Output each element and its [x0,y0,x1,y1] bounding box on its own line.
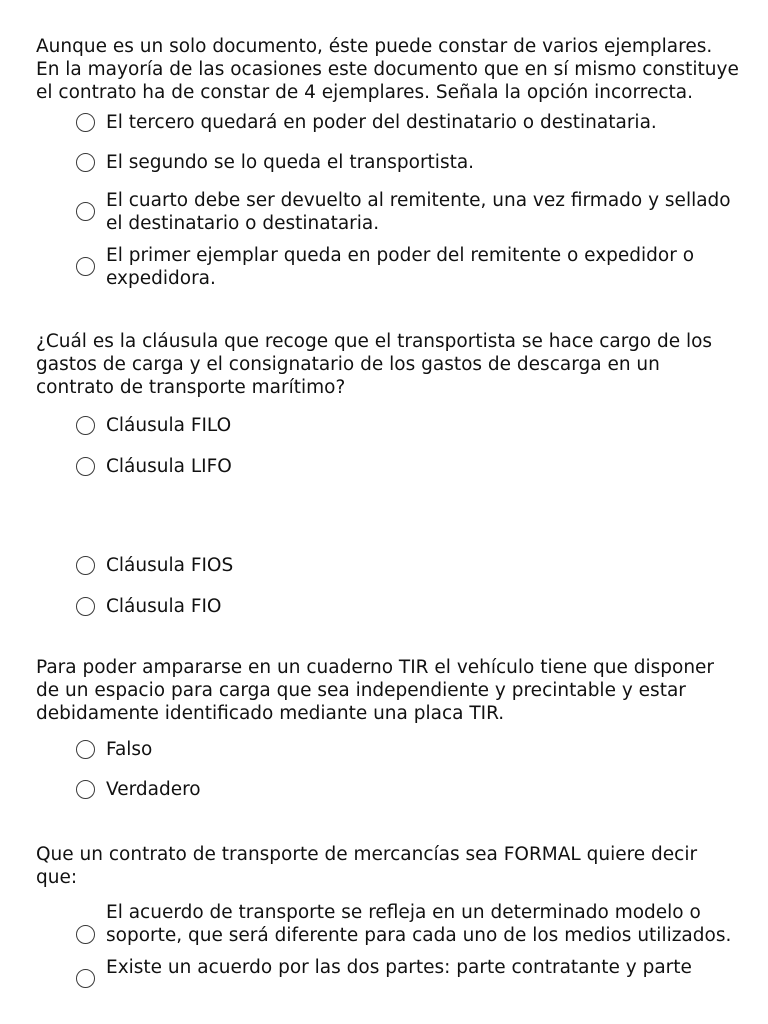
option-3[interactable] [36,189,740,235]
options-list [36,111,740,290]
radio-button[interactable] [76,969,95,988]
radio-button[interactable] [76,780,95,799]
option-1[interactable] [36,111,740,134]
option-4[interactable] [36,595,740,618]
question-text: ¿Cuál es la cláusula que recoge que el transportista se hace cargo de los gastos de carga y el consignatario de los gastos de descarga en un contrato de transporte marítimo? [36,331,713,398]
option-3[interactable] [36,554,740,577]
question-text: Para poder ampararse en un cuaderno TIR el vehículo tiene que disponer de un espacio para carga que sea independiente y precintable y estar debidamente identificado mediante una placa TIR. [36,657,715,724]
radio-button[interactable] [76,153,95,172]
question-text: Aunque es un solo documento, éste puede constar de varios ejemplares. En la mayoría de las ocasiones este documento que en sí mismo constituye el contrato ha de constar de 4 ejemplares. Señala la opción incorrecta. [36,36,739,103]
option-4[interactable] [36,244,740,290]
option-1[interactable] [36,901,740,947]
radio-button[interactable] [76,416,95,435]
option-label: El primer ejemplar queda en poder del remitente o expedidor o expedidora. [106,245,695,289]
radio-button[interactable] [76,457,95,476]
options-list [36,738,740,801]
option-label: Cláusula FIOS [106,555,234,576]
radio-button[interactable] [76,257,95,276]
option-2[interactable] [36,455,740,478]
quiz [36,35,740,979]
question-1 [36,35,740,290]
option-2[interactable] [36,956,740,979]
option-label: Existe un acuerdo por las dos partes: parte contratante y parte [106,957,692,978]
options-list [36,414,740,618]
question-3 [36,656,740,801]
radio-button[interactable] [76,113,95,132]
radio-button[interactable] [76,597,95,616]
radio-button[interactable] [76,740,95,759]
option-label: El cuarto debe ser devuelto al remitente, una vez firmado y sellado el destinatario o destinataria. [106,190,731,234]
question-4 [36,843,740,979]
option-1[interactable] [36,738,740,761]
options-list [36,901,740,979]
option-label: Cláusula LIFO [106,456,232,477]
option-2[interactable] [36,778,740,801]
option-2[interactable] [36,151,740,174]
option-label: El segundo se lo queda el transportista. [106,152,475,173]
question-text: Que un contrato de transporte de mercancías sea FORMAL quiere decir que: [36,844,698,888]
option-label: Falso [106,739,153,760]
radio-button[interactable] [76,202,95,221]
option-label: Cláusula FILO [106,415,232,436]
option-label: El tercero quedará en poder del destinatario o destinataria. [106,112,657,133]
radio-button[interactable] [76,925,95,944]
option-label: Verdadero [106,779,201,800]
option-label: El acuerdo de transporte se refleja en un determinado modelo o soporte, que será diferente para cada uno de los medios utilizados. [106,902,732,946]
option-label: Cláusula FIO [106,596,222,617]
radio-button[interactable] [76,556,95,575]
question-2 [36,330,740,618]
option-1[interactable] [36,414,740,437]
